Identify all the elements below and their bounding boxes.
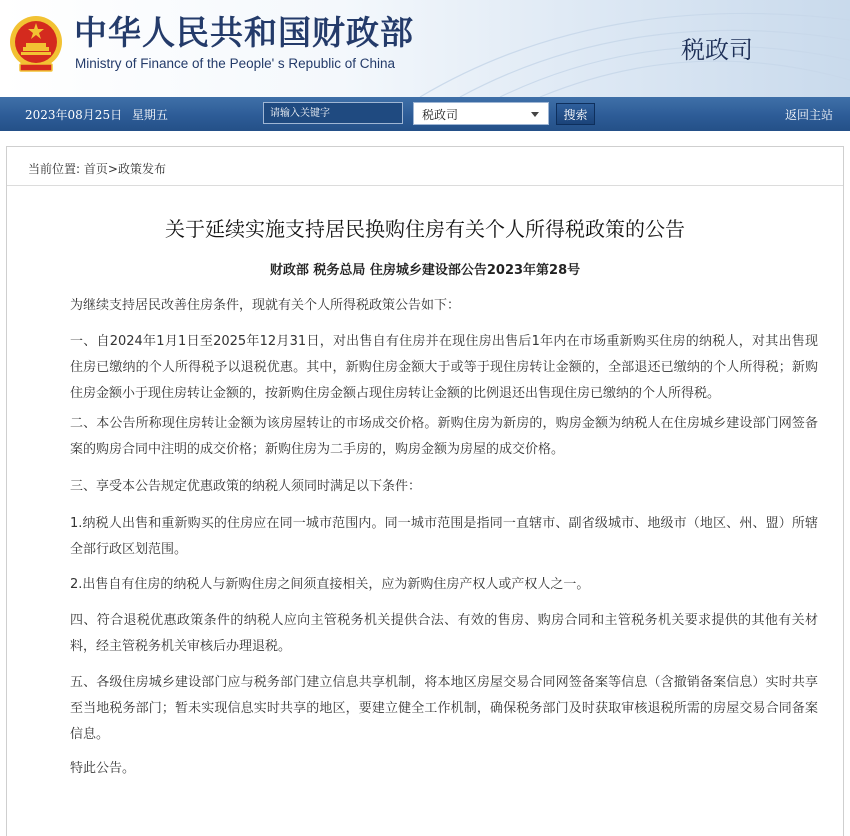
current-date: [25, 106, 168, 123]
select-value: 税政司: [422, 108, 459, 122]
article-paragraph-intro: 为继续支持居民改善住房条件，现就有关个人所得税政策公告如下：: [70, 298, 461, 313]
article-paragraph-3-1: 1.纳税人出售和重新购买的住房应在同一城市范围内。同一城市范围是指同一直辖市、副省级城市、地级市（地区、州、盟）所辖全部行政区划范围。: [70, 516, 818, 557]
breadcrumb-section-link[interactable]: 政策发布: [117, 162, 166, 176]
date-text: 2023年08月25日: [25, 108, 123, 122]
article-paragraph-3-2: 2.出售自有住房的纳税人与新购住房之间须直接相关，应为新购住房产权人或产权人之一。: [70, 577, 590, 592]
breadcrumb-home-link[interactable]: 首页: [83, 162, 108, 176]
site-header: [0, 0, 850, 97]
article-paragraph-1: 一、自2024年1月1日至2025年12月31日，对出售自有住房并在现住房出售后1年内在市场重新购买住房的纳税人，对其出售现住房已缴纳的个人所得税予以退税优惠。其中，新购住房金额大于或等于现住房转让金额的，全部退还已缴纳的个人所得税；新购住房金额小于现住房转让金额的，按新购住房金额占现住房转让金额的比例退还出售现住房已缴纳的个人所得税。: [70, 334, 818, 401]
search-input[interactable]: [263, 102, 403, 124]
article-paragraph-4: 四、符合退税优惠政策条件的纳税人应向主管税务机关提供合法、有效的售房、购房合同和主管税务机关要求提供的其他有关材料，经主管税务机关审核后办理退税。: [70, 613, 818, 654]
article-paragraph-2: 二、本公告所称现住房转让金额为该房屋转让的市场成交价格。新购住房为新房的，购房金额为纳税人在住房城乡建设部门网签备案的购房合同中注明的成交价格；新购住房为二手房的，购房金额为房屋的成交价格。: [70, 416, 818, 457]
ministry-name-cn: 中华人民共和国财政部: [74, 13, 414, 52]
department-name: 税政司: [681, 36, 753, 64]
breadcrumb-divider: [7, 185, 843, 186]
article-closing: 特此公告。: [70, 761, 136, 776]
breadcrumb: [28, 160, 166, 177]
search-button[interactable]: 搜索: [556, 103, 595, 125]
breadcrumb-prefix: 当前位置:: [28, 162, 81, 176]
breadcrumb-separator: >: [107, 162, 118, 176]
weekday-text: 星期五: [131, 108, 168, 122]
ministry-name-en: Ministry of Finance of the People' s Republic of China: [75, 56, 395, 71]
chevron-down-icon: [531, 112, 539, 117]
return-home-link[interactable]: 返回主站: [785, 108, 834, 122]
department-select[interactable]: [413, 102, 549, 125]
article-title: 关于延续实施支持居民换购住房有关个人所得税政策的公告: [165, 217, 685, 241]
national-emblem-icon: [8, 14, 64, 74]
article-paragraph-3: 三、享受本公告规定优惠政策的纳税人须同时满足以下条件：: [70, 479, 422, 494]
article-paragraph-5: 五、各级住房城乡建设部门应与税务部门建立信息共享机制，将本地区房屋交易合同网签备案等信息（含撤销备案信息）实时共享至当地税务部门；暂未实现信息实时共享的地区，要建立健全工作机制，确保税务部门及时获取审核退税所需的房屋交易合同备案信息。: [70, 675, 818, 742]
article-document-number: 财政部 税务总局 住房城乡建设部公告2023年第28号: [269, 263, 581, 278]
